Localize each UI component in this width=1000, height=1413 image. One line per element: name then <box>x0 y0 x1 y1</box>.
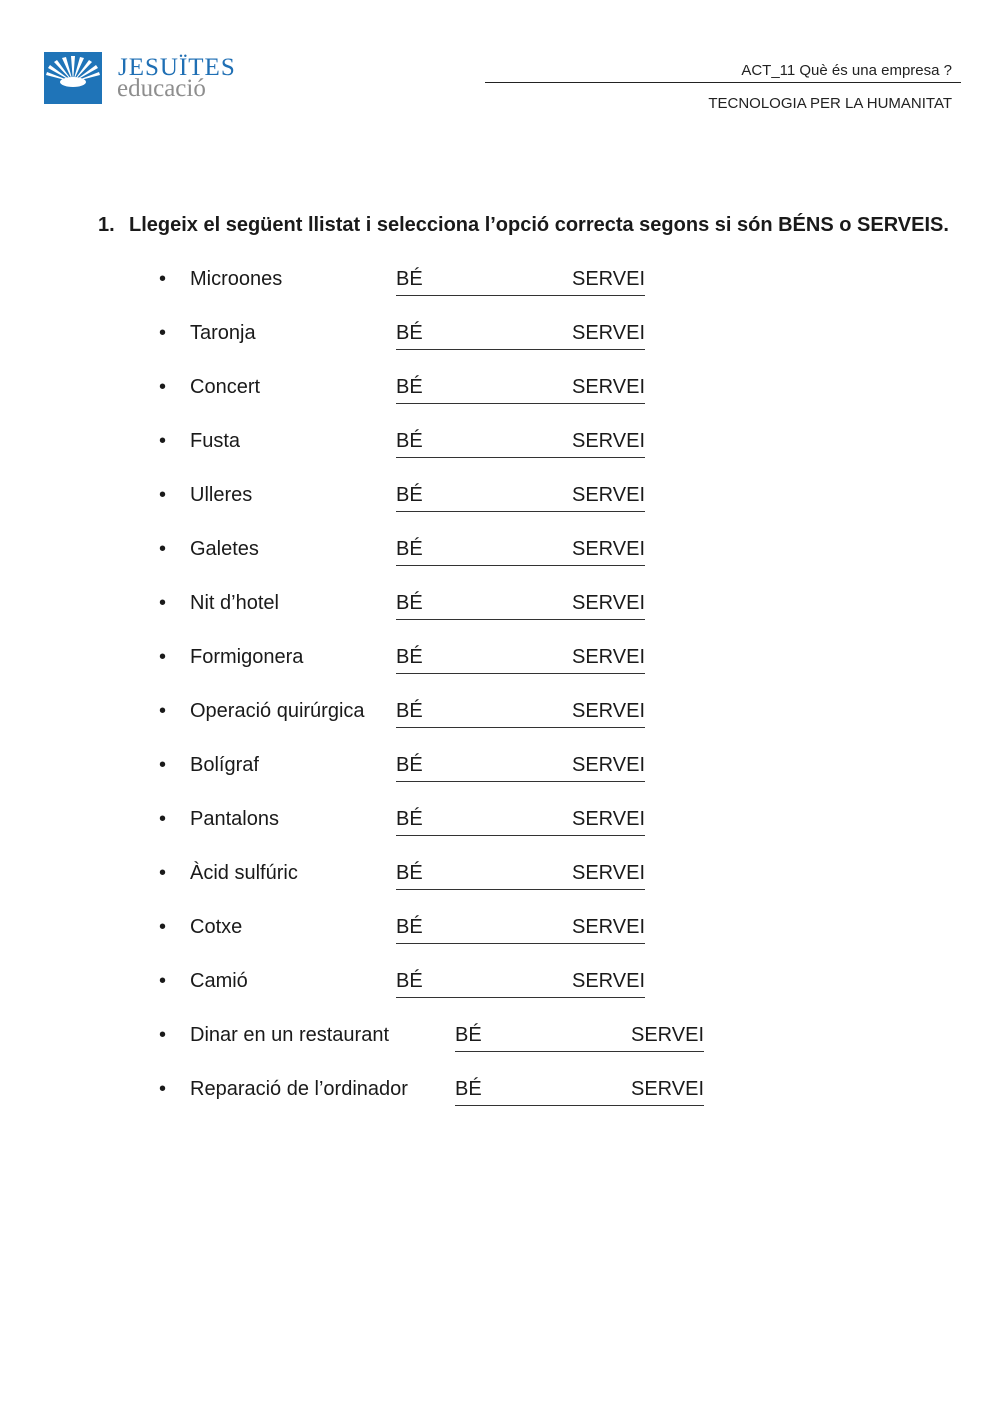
item-label: Àcid sulfúric <box>190 862 298 884</box>
list-item <box>0 484 1000 514</box>
option-servei[interactable]: SERVEI <box>572 484 645 506</box>
header-divider <box>485 82 961 83</box>
option-be[interactable]: BÉ <box>396 808 423 830</box>
bullet-icon: • <box>159 862 167 884</box>
option-servei[interactable]: SERVEI <box>572 268 645 290</box>
option-be[interactable]: BÉ <box>396 862 423 884</box>
bullet-icon: • <box>159 376 167 398</box>
jesuites-educacio-logo <box>44 52 244 108</box>
option-be[interactable]: BÉ <box>396 916 423 938</box>
item-label: Bolígraf <box>190 754 259 776</box>
bullet-icon: • <box>159 970 167 992</box>
option-servei[interactable]: SERVEI <box>631 1078 704 1100</box>
bullet-icon: • <box>159 916 167 938</box>
item-label: Operació quirúrgica <box>190 700 365 722</box>
option-servei[interactable]: SERVEI <box>572 322 645 344</box>
option-be[interactable]: BÉ <box>396 592 423 614</box>
list-item <box>0 754 1000 784</box>
item-label: Nit d’hotel <box>190 592 279 614</box>
logo-subtitle: educació <box>117 75 206 102</box>
answer-options <box>396 430 645 458</box>
bullet-icon: • <box>159 1024 167 1046</box>
item-label: Concert <box>190 376 261 398</box>
list-item <box>0 970 1000 1000</box>
option-be[interactable]: BÉ <box>396 430 423 452</box>
list-item <box>0 862 1000 892</box>
bullet-icon: • <box>159 484 167 506</box>
bullet-icon: • <box>159 322 167 344</box>
option-be[interactable]: BÉ <box>396 322 423 344</box>
item-label: Galetes <box>190 538 259 560</box>
option-servei[interactable]: SERVEI <box>572 538 645 560</box>
answer-options <box>396 862 645 890</box>
bullet-icon: • <box>159 754 167 776</box>
item-label: Ulleres <box>190 484 253 506</box>
option-be[interactable]: BÉ <box>396 484 423 506</box>
answer-options <box>396 592 645 620</box>
list-item <box>0 916 1000 946</box>
option-be[interactable]: BÉ <box>396 538 423 560</box>
answer-options <box>396 700 645 728</box>
bullet-icon: • <box>159 268 167 290</box>
option-servei[interactable]: SERVEI <box>572 700 645 722</box>
answer-options <box>396 808 645 836</box>
list-item <box>0 322 1000 352</box>
list-item <box>0 1024 1000 1054</box>
item-label: Pantalons <box>190 808 279 830</box>
logo-sun-icon <box>44 52 102 104</box>
answer-options <box>396 322 645 350</box>
answer-options <box>396 754 645 782</box>
option-servei[interactable]: SERVEI <box>572 916 645 938</box>
list-item <box>0 538 1000 568</box>
option-be[interactable]: BÉ <box>396 754 423 776</box>
option-servei[interactable]: SERVEI <box>572 376 645 398</box>
option-servei[interactable]: SERVEI <box>572 970 645 992</box>
activity-title: ACT_11 Què és una empresa ? <box>741 62 952 79</box>
answer-options <box>396 376 645 404</box>
option-be[interactable]: BÉ <box>396 646 423 668</box>
option-servei[interactable]: SERVEI <box>572 808 645 830</box>
subject-title: TECNOLOGIA PER LA HUMANITAT <box>708 95 952 112</box>
logo-title: JESUÏTES <box>118 54 236 81</box>
option-be[interactable]: BÉ <box>396 268 423 290</box>
list-item <box>0 430 1000 460</box>
answer-options <box>455 1078 704 1106</box>
option-servei[interactable]: SERVEI <box>572 862 645 884</box>
answer-options <box>396 538 645 566</box>
bullet-icon: • <box>159 430 167 452</box>
option-be[interactable]: BÉ <box>396 376 423 398</box>
option-servei[interactable]: SERVEI <box>572 592 645 614</box>
item-label: Dinar en un restaurant <box>190 1024 390 1046</box>
item-label: Cotxe <box>190 916 243 938</box>
bullet-icon: • <box>159 538 167 560</box>
list-item <box>0 646 1000 676</box>
item-label: Camió <box>190 970 248 992</box>
answer-options <box>396 646 645 674</box>
list-item <box>0 592 1000 622</box>
item-label: Fusta <box>190 430 241 452</box>
option-servei[interactable]: SERVEI <box>572 754 645 776</box>
option-servei[interactable]: SERVEI <box>572 646 645 668</box>
list-item <box>0 376 1000 406</box>
bullet-icon: • <box>159 808 167 830</box>
option-servei[interactable]: SERVEI <box>631 1024 704 1046</box>
option-be[interactable]: BÉ <box>455 1078 482 1100</box>
answer-options <box>396 484 645 512</box>
option-be[interactable]: BÉ <box>396 970 423 992</box>
option-be[interactable]: BÉ <box>396 700 423 722</box>
question-heading <box>98 214 949 237</box>
answer-options <box>396 970 645 998</box>
answer-options <box>455 1024 704 1052</box>
list-item <box>0 268 1000 298</box>
answer-options <box>396 916 645 944</box>
option-be[interactable]: BÉ <box>455 1024 482 1046</box>
answer-options <box>396 268 645 296</box>
bullet-icon: • <box>159 700 167 722</box>
item-label: Reparació de l’ordinador <box>190 1078 408 1100</box>
list-item <box>0 808 1000 838</box>
question-text: Llegeix el següent llistat i selecciona l’opció correcta segons si són BÉNS o SERVEIS. <box>129 214 949 236</box>
item-label: Formigonera <box>190 646 304 668</box>
option-servei[interactable]: SERVEI <box>572 430 645 452</box>
bullet-icon: • <box>159 646 167 668</box>
bullet-icon: • <box>159 1078 167 1100</box>
question-number: 1. <box>98 214 115 236</box>
bullet-icon: • <box>159 592 167 614</box>
item-label: Microones <box>190 268 283 290</box>
list-item <box>0 1078 1000 1108</box>
item-label: Taronja <box>190 322 256 344</box>
list-item <box>0 700 1000 730</box>
